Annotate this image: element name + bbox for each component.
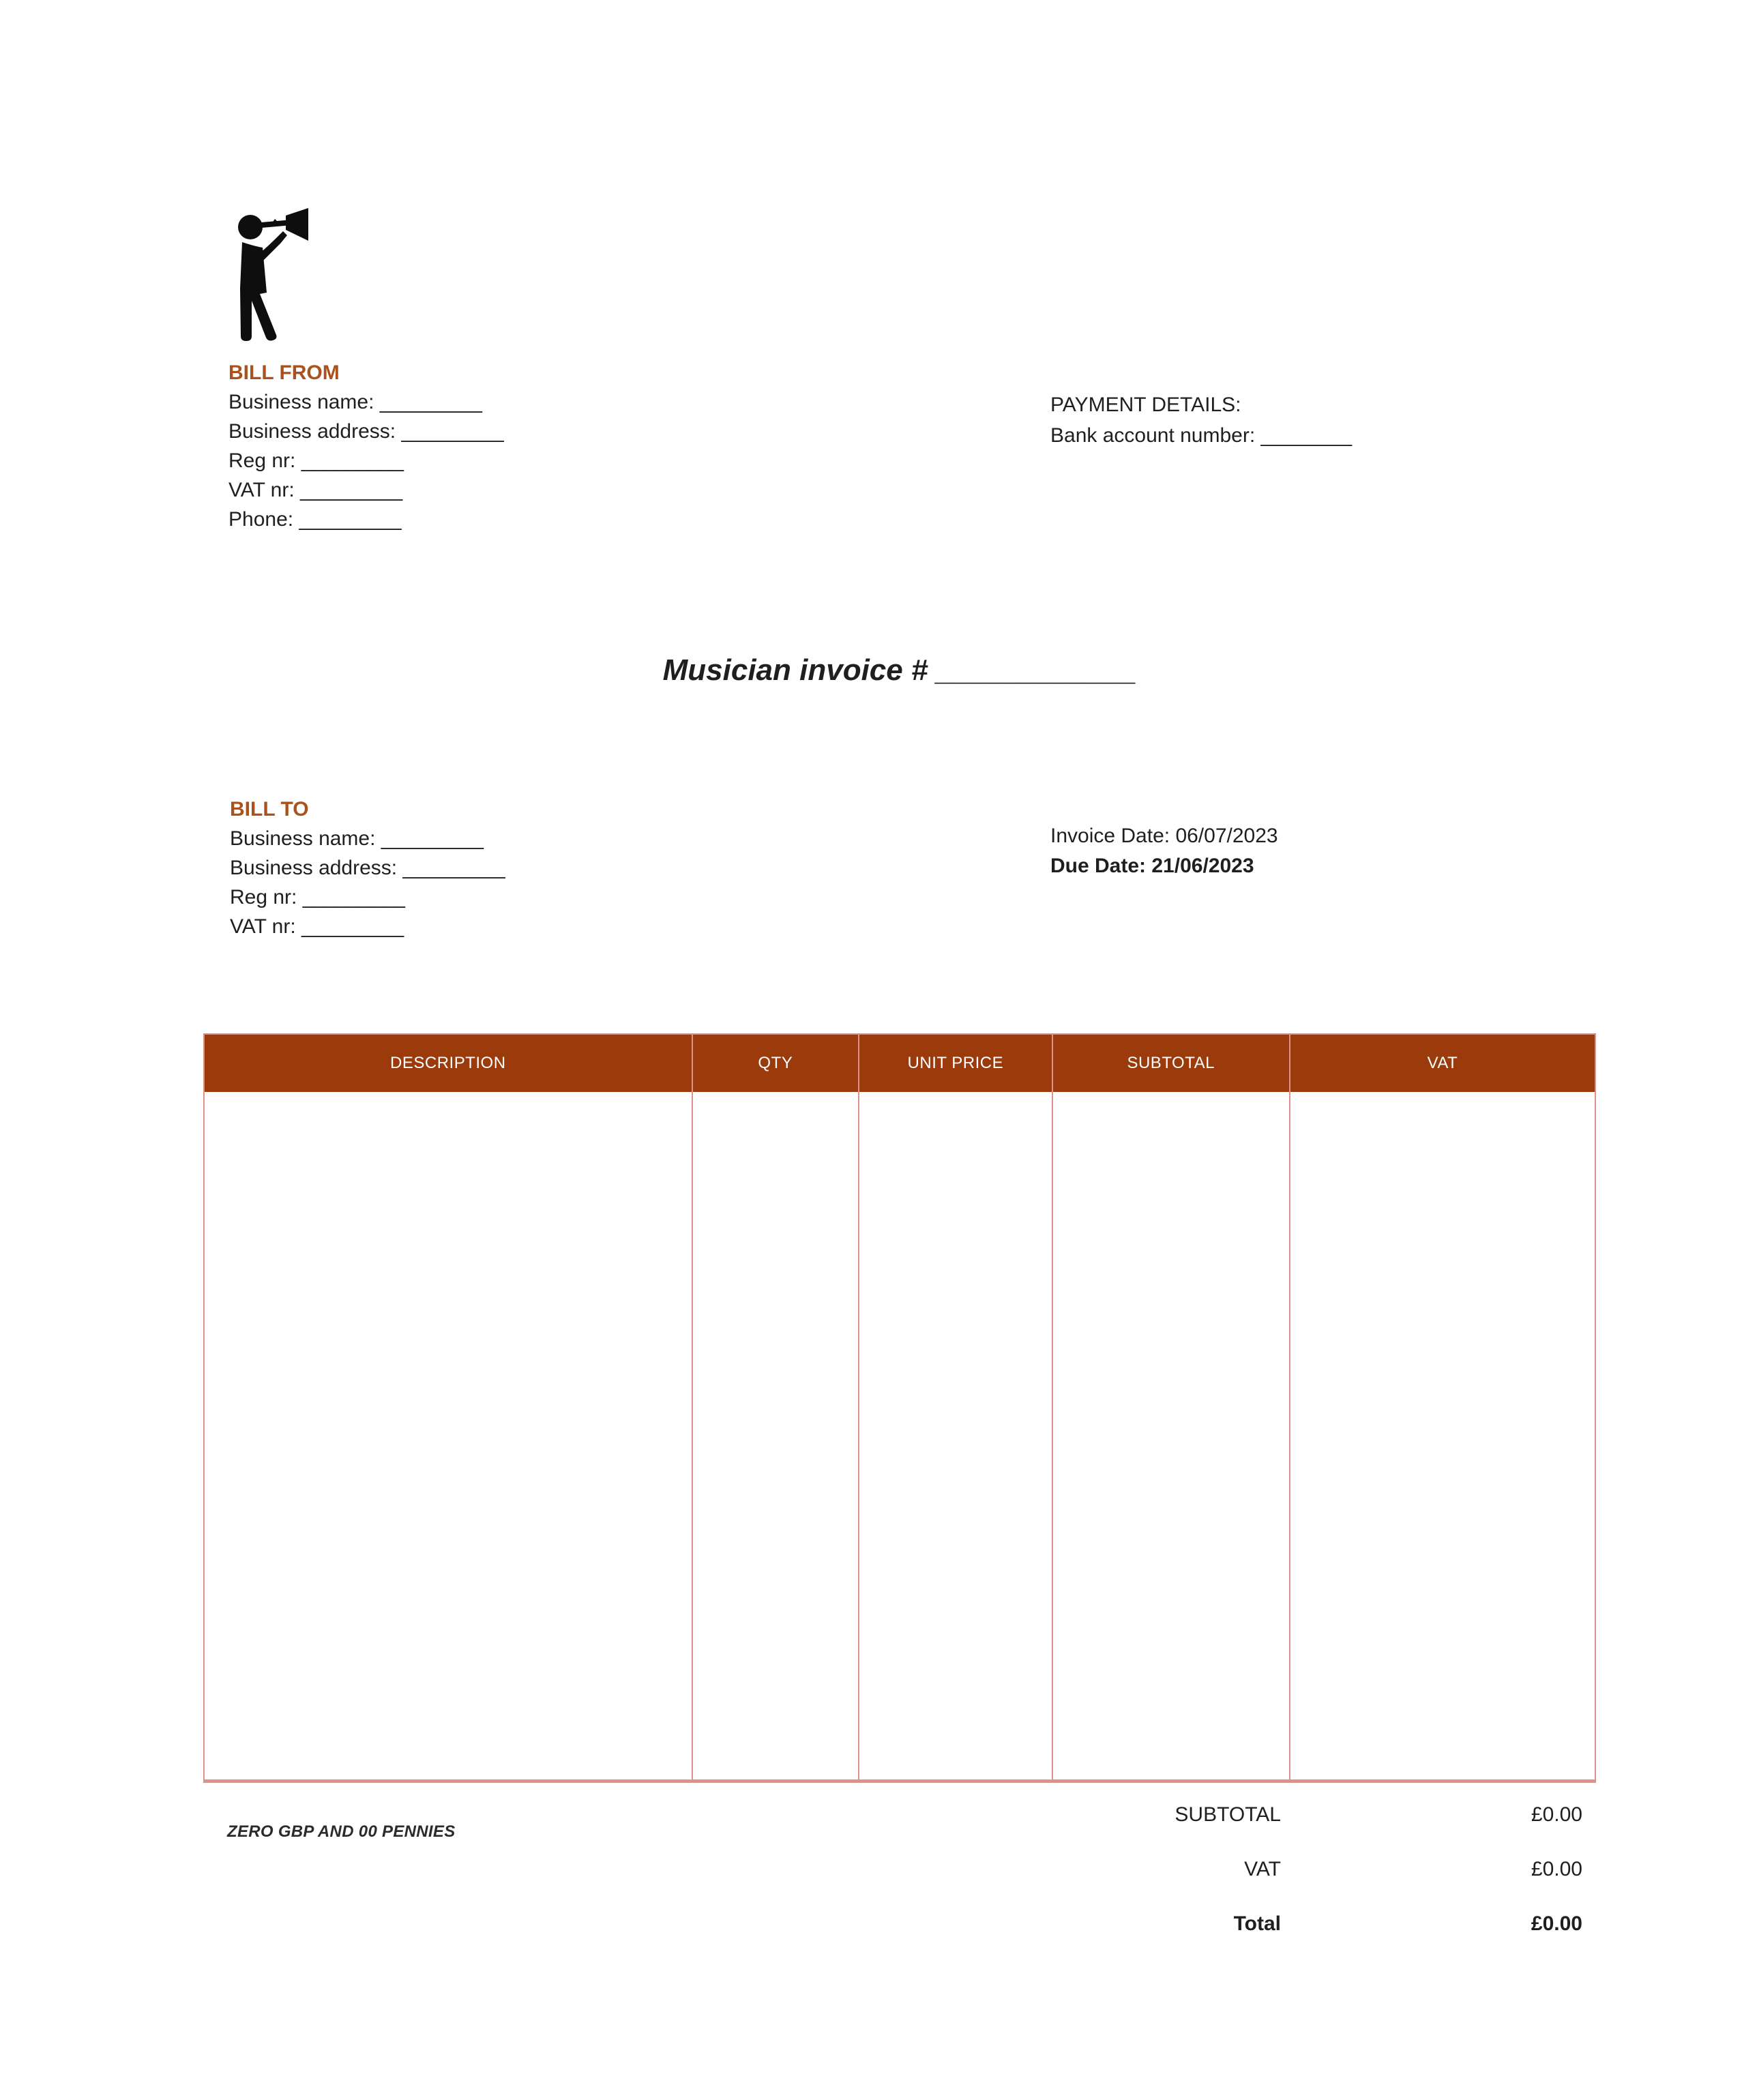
due-date [1050, 851, 1278, 881]
bill-to-vat-nr [230, 912, 505, 941]
invoice-date [1050, 821, 1278, 851]
bill-from-vat-nr-label: VAT nr: [228, 479, 295, 501]
invoice-number-blank[interactable]: ____________ [936, 653, 1137, 687]
table-cell-unit-price[interactable] [858, 1092, 1051, 1779]
vat-row [203, 1842, 1596, 1897]
bill-to-business-name-label: Business name: [230, 827, 376, 850]
due-date-value: 21/06/2023 [1151, 855, 1254, 877]
bill-to-business-name-blank[interactable]: _________ [381, 827, 484, 850]
amount-in-words: ZERO GBP AND 00 PENNIES [227, 1822, 456, 1841]
bill-from-section [228, 358, 504, 534]
bill-from-phone-label: Phone: [228, 508, 294, 531]
subtotal-label: SUBTOTAL [1175, 1803, 1281, 1826]
bill-from-phone [228, 505, 504, 534]
invoice-title [203, 653, 1596, 687]
bill-to-reg-nr [230, 883, 505, 912]
total-label: Total [1233, 1912, 1281, 1935]
bill-from-vat-nr [228, 475, 504, 505]
invoice-date-label: Invoice Date: [1050, 825, 1170, 847]
line-items-table [203, 1033, 1596, 1783]
bill-to-vat-nr-blank[interactable]: _________ [301, 915, 404, 938]
table-header-vat: VAT [1289, 1035, 1595, 1092]
table-cell-description[interactable] [205, 1092, 692, 1779]
due-date-label: Due Date: [1050, 855, 1147, 877]
table-header-subtotal: SUBTOTAL [1052, 1035, 1289, 1092]
vat-label: VAT [1244, 1858, 1281, 1880]
bill-to-reg-nr-blank[interactable]: _________ [302, 886, 405, 908]
bill-from-business-name-blank[interactable]: _________ [379, 391, 482, 413]
table-header-description: DESCRIPTION [390, 1054, 506, 1072]
bill-from-business-name [228, 387, 504, 417]
table-body-row [205, 1092, 1595, 1779]
bill-to-business-address-label: Business address: [230, 857, 398, 879]
bill-from-business-address [228, 417, 504, 446]
payment-details-section [1050, 389, 1352, 451]
bill-to-vat-nr-label: VAT nr: [230, 915, 296, 938]
subtotal-value: £0.00 [1531, 1803, 1582, 1826]
dates-section [1050, 821, 1278, 881]
bank-account-number [1050, 420, 1352, 451]
table-header-qty: QTY [692, 1035, 859, 1092]
trumpet-player-icon [227, 207, 316, 343]
bill-from-reg-nr [228, 446, 504, 475]
totals-section [203, 1788, 1596, 1951]
bank-account-number-blank[interactable]: ________ [1260, 424, 1353, 447]
table-header-row [205, 1035, 1595, 1092]
bill-from-business-address-blank[interactable]: _________ [401, 420, 504, 443]
invoice-title-text: Musician invoice # [662, 653, 928, 687]
bill-from-reg-nr-label: Reg nr: [228, 449, 296, 472]
total-row [203, 1897, 1596, 1951]
vat-value: £0.00 [1531, 1858, 1582, 1880]
bank-account-number-label: Bank account number: [1050, 424, 1256, 447]
bill-from-vat-nr-blank[interactable]: _________ [300, 479, 403, 501]
bill-from-heading: BILL FROM [228, 361, 340, 384]
bill-from-business-name-label: Business name: [228, 391, 374, 413]
invoice-date-value: 06/07/2023 [1175, 825, 1278, 847]
table-cell-subtotal[interactable] [1052, 1092, 1289, 1779]
table-cell-vat[interactable] [1289, 1092, 1595, 1779]
bill-from-phone-blank[interactable]: _________ [299, 508, 402, 531]
table-header-unit-price: UNIT PRICE [858, 1035, 1051, 1092]
table-cell-qty[interactable] [692, 1092, 859, 1779]
bill-to-reg-nr-label: Reg nr: [230, 886, 297, 908]
bill-from-business-address-label: Business address: [228, 420, 396, 443]
bill-to-business-address-blank[interactable]: _________ [402, 857, 505, 879]
bill-to-section [230, 795, 505, 941]
bill-from-reg-nr-blank[interactable]: _________ [301, 449, 404, 472]
payment-details-heading: PAYMENT DETAILS: [1050, 394, 1241, 416]
bill-to-business-address [230, 853, 505, 883]
total-value: £0.00 [1531, 1912, 1582, 1935]
bill-to-heading: BILL TO [230, 798, 309, 820]
bill-to-business-name [230, 824, 505, 853]
